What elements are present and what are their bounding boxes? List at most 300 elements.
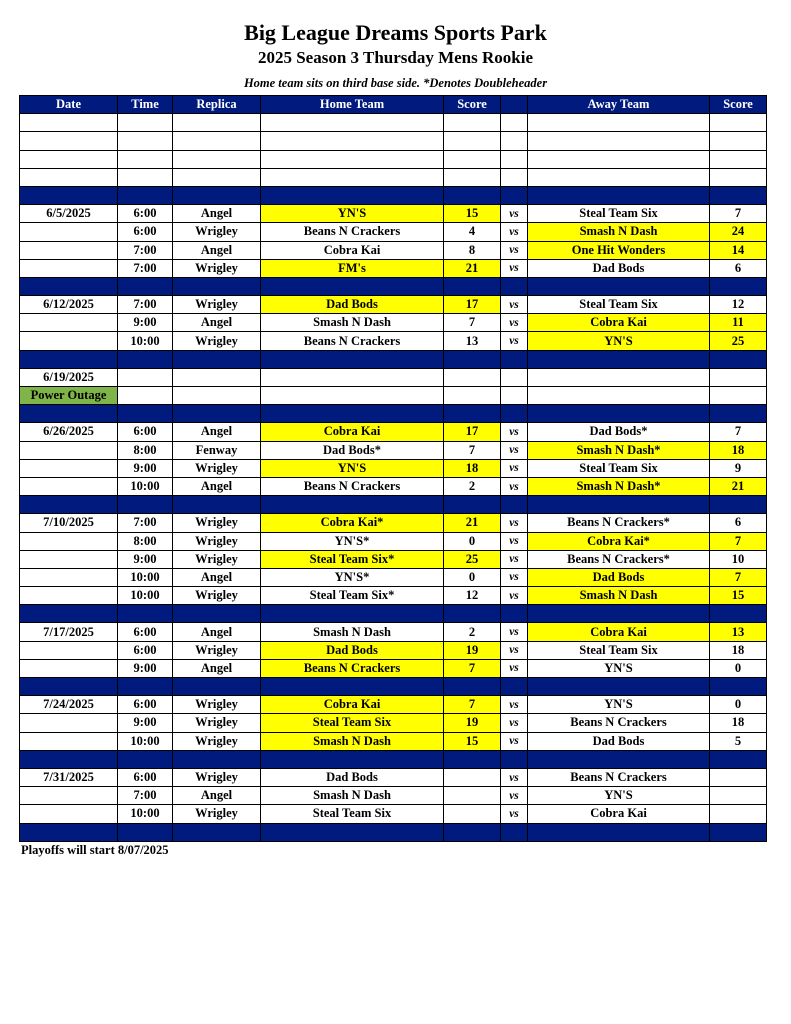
date-cell: 6/12/2025 — [20, 296, 118, 314]
separator-cell — [528, 750, 710, 768]
empty-cell — [501, 150, 528, 168]
date-cell — [20, 641, 118, 659]
home-score-cell — [444, 787, 501, 805]
time-cell: 10:00 — [118, 805, 173, 823]
replica-cell: Wrigley — [173, 514, 261, 532]
separator-cell — [710, 496, 767, 514]
time-cell: 6:00 — [118, 641, 173, 659]
col-header-home-score: Score — [444, 96, 501, 114]
page-title: Big League Dreams Sports Park — [244, 20, 547, 45]
away-score-cell — [710, 768, 767, 786]
replica-cell: Angel — [173, 205, 261, 223]
separator-cell — [173, 605, 261, 623]
date-cell — [20, 241, 118, 259]
game-row — [20, 241, 767, 259]
separator-cell — [710, 678, 767, 696]
home-score-cell: 21 — [444, 259, 501, 277]
away-score-cell: 5 — [710, 732, 767, 750]
replica-cell: Wrigley — [173, 332, 261, 350]
vs-cell: vs — [501, 459, 528, 477]
date-cell: Power Outage — [20, 387, 118, 405]
away-team-cell: Smash N Dash — [528, 223, 710, 241]
vs-cell: vs — [501, 623, 528, 641]
separator-cell — [173, 678, 261, 696]
separator-cell — [173, 823, 261, 841]
home-team-cell: Steal Team Six* — [261, 587, 444, 605]
home-team-cell: Steal Team Six — [261, 805, 444, 823]
separator-cell — [528, 186, 710, 204]
away-team-cell: YN'S — [528, 787, 710, 805]
empty-cell — [444, 114, 501, 132]
blank-row — [20, 132, 767, 150]
separator-cell — [501, 823, 528, 841]
vs-cell: vs — [501, 241, 528, 259]
game-row — [20, 550, 767, 568]
vs-cell: vs — [501, 805, 528, 823]
vs-cell: vs — [501, 423, 528, 441]
time-cell: 10:00 — [118, 332, 173, 350]
home-team-cell: YN'S — [261, 205, 444, 223]
schedule-table — [19, 95, 767, 842]
vs-cell — [501, 368, 528, 386]
separator-cell — [444, 605, 501, 623]
home-score-cell: 2 — [444, 477, 501, 495]
game-row — [20, 568, 767, 586]
away-team-cell: Dad Bods — [528, 732, 710, 750]
empty-cell — [444, 168, 501, 186]
time-cell: 8:00 — [118, 441, 173, 459]
away-team-cell: Cobra Kai — [528, 805, 710, 823]
separator-row — [20, 750, 767, 768]
date-cell — [20, 259, 118, 277]
separator-cell — [20, 277, 118, 295]
separator-cell — [173, 750, 261, 768]
away-score-cell: 6 — [710, 514, 767, 532]
home-team-cell: Steal Team Six* — [261, 550, 444, 568]
away-score-cell — [710, 368, 767, 386]
vs-cell: vs — [501, 732, 528, 750]
separator-cell — [528, 605, 710, 623]
time-cell — [118, 387, 173, 405]
game-row — [20, 259, 767, 277]
replica-cell: Angel — [173, 623, 261, 641]
schedule-body — [20, 96, 767, 842]
separator-cell — [173, 277, 261, 295]
separator-cell — [261, 405, 444, 423]
home-team-cell: Smash N Dash — [261, 314, 444, 332]
date-cell — [20, 568, 118, 586]
away-team-cell: Steal Team Six — [528, 459, 710, 477]
game-row — [20, 732, 767, 750]
separator-cell — [261, 823, 444, 841]
separator-cell — [261, 350, 444, 368]
time-cell: 9:00 — [118, 459, 173, 477]
game-row — [20, 441, 767, 459]
separator-cell — [501, 186, 528, 204]
empty-cell — [710, 168, 767, 186]
home-score-cell: 8 — [444, 241, 501, 259]
away-team-cell — [528, 368, 710, 386]
vs-cell: vs — [501, 568, 528, 586]
home-team-cell: Cobra Kai — [261, 423, 444, 441]
game-row — [20, 514, 767, 532]
date-cell — [20, 459, 118, 477]
replica-cell: Fenway — [173, 441, 261, 459]
away-score-cell: 14 — [710, 241, 767, 259]
separator-row — [20, 186, 767, 204]
game-row — [20, 696, 767, 714]
time-cell: 6:00 — [118, 696, 173, 714]
separator-cell — [173, 350, 261, 368]
home-team-cell: Cobra Kai* — [261, 514, 444, 532]
separator-row — [20, 605, 767, 623]
replica-cell — [173, 368, 261, 386]
date-cell: 6/5/2025 — [20, 205, 118, 223]
home-team-cell: YN'S* — [261, 568, 444, 586]
separator-cell — [444, 186, 501, 204]
away-team-cell: Steal Team Six — [528, 205, 710, 223]
separator-cell — [501, 750, 528, 768]
date-cell — [20, 587, 118, 605]
separator-cell — [20, 605, 118, 623]
home-score-cell — [444, 387, 501, 405]
empty-cell — [444, 132, 501, 150]
vs-cell: vs — [501, 787, 528, 805]
time-cell — [118, 368, 173, 386]
replica-cell: Wrigley — [173, 587, 261, 605]
home-score-cell: 4 — [444, 223, 501, 241]
empty-cell — [20, 132, 118, 150]
home-score-cell — [444, 768, 501, 786]
time-cell: 9:00 — [118, 659, 173, 677]
home-team-cell — [261, 387, 444, 405]
time-cell: 10:00 — [118, 587, 173, 605]
separator-cell — [444, 496, 501, 514]
separator-cell — [444, 823, 501, 841]
blank-row — [20, 150, 767, 168]
vs-cell: vs — [501, 659, 528, 677]
home-score-cell: 2 — [444, 623, 501, 641]
home-score-cell: 21 — [444, 514, 501, 532]
game-row — [20, 205, 767, 223]
replica-cell: Wrigley — [173, 550, 261, 568]
away-score-cell: 13 — [710, 623, 767, 641]
replica-cell: Angel — [173, 477, 261, 495]
vs-cell: vs — [501, 314, 528, 332]
date-cell — [20, 314, 118, 332]
col-header-replica: Replica — [173, 96, 261, 114]
separator-cell — [118, 750, 173, 768]
game-row — [20, 459, 767, 477]
vs-cell: vs — [501, 641, 528, 659]
home-team-cell: Beans N Crackers — [261, 659, 444, 677]
away-team-cell: Smash N Dash* — [528, 441, 710, 459]
empty-cell — [261, 132, 444, 150]
home-score-cell: 7 — [444, 696, 501, 714]
time-cell: 9:00 — [118, 314, 173, 332]
away-score-cell — [710, 387, 767, 405]
home-team-cell: Dad Bods — [261, 641, 444, 659]
home-team-cell: Dad Bods — [261, 296, 444, 314]
date-cell — [20, 223, 118, 241]
time-cell: 10:00 — [118, 477, 173, 495]
date-cell: 6/19/2025 — [20, 368, 118, 386]
time-cell: 7:00 — [118, 241, 173, 259]
vs-cell: vs — [501, 532, 528, 550]
separator-cell — [118, 186, 173, 204]
separator-cell — [20, 405, 118, 423]
away-team-cell: Steal Team Six — [528, 641, 710, 659]
replica-cell: Wrigley — [173, 296, 261, 314]
game-row — [20, 368, 767, 386]
separator-cell — [501, 350, 528, 368]
col-header-away-score: Score — [710, 96, 767, 114]
replica-cell: Angel — [173, 787, 261, 805]
time-cell: 7:00 — [118, 787, 173, 805]
away-team-cell: Dad Bods — [528, 259, 710, 277]
empty-cell — [173, 114, 261, 132]
date-cell — [20, 441, 118, 459]
away-team-cell: Dad Bods* — [528, 423, 710, 441]
separator-cell — [444, 678, 501, 696]
home-team-cell: YN'S — [261, 459, 444, 477]
separator-cell — [710, 186, 767, 204]
time-cell: 6:00 — [118, 223, 173, 241]
game-row — [20, 423, 767, 441]
time-cell: 9:00 — [118, 550, 173, 568]
home-score-cell: 25 — [444, 550, 501, 568]
separator-cell — [173, 496, 261, 514]
replica-cell: Wrigley — [173, 768, 261, 786]
empty-cell — [501, 114, 528, 132]
separator-cell — [20, 750, 118, 768]
replica-cell: Wrigley — [173, 696, 261, 714]
home-team-cell: YN'S* — [261, 532, 444, 550]
replica-cell: Angel — [173, 568, 261, 586]
separator-cell — [118, 823, 173, 841]
home-score-cell: 0 — [444, 568, 501, 586]
game-row — [20, 332, 767, 350]
home-score-cell: 15 — [444, 732, 501, 750]
home-score-cell: 19 — [444, 641, 501, 659]
game-row — [20, 768, 767, 786]
replica-cell: Angel — [173, 423, 261, 441]
replica-cell: Angel — [173, 314, 261, 332]
date-cell — [20, 550, 118, 568]
game-row — [20, 587, 767, 605]
home-score-cell: 17 — [444, 423, 501, 441]
empty-cell — [710, 150, 767, 168]
time-cell: 10:00 — [118, 568, 173, 586]
separator-cell — [20, 678, 118, 696]
away-team-cell: Cobra Kai — [528, 623, 710, 641]
separator-cell — [710, 405, 767, 423]
vs-cell: vs — [501, 768, 528, 786]
game-row — [20, 659, 767, 677]
away-team-cell: Beans N Crackers — [528, 768, 710, 786]
separator-cell — [118, 350, 173, 368]
away-score-cell: 10 — [710, 550, 767, 568]
separator-cell — [710, 750, 767, 768]
game-row — [20, 296, 767, 314]
date-cell: 7/10/2025 — [20, 514, 118, 532]
separator-cell — [118, 405, 173, 423]
home-team-cell: Beans N Crackers — [261, 223, 444, 241]
game-row — [20, 387, 767, 405]
replica-cell: Wrigley — [173, 532, 261, 550]
empty-cell — [501, 132, 528, 150]
date-cell: 7/31/2025 — [20, 768, 118, 786]
separator-cell — [118, 277, 173, 295]
replica-cell: Wrigley — [173, 459, 261, 477]
separator-cell — [528, 350, 710, 368]
separator-cell — [118, 605, 173, 623]
date-cell — [20, 805, 118, 823]
game-row — [20, 805, 767, 823]
empty-cell — [501, 168, 528, 186]
home-team-cell: Smash N Dash — [261, 732, 444, 750]
col-header-date: Date — [20, 96, 118, 114]
vs-cell: vs — [501, 714, 528, 732]
separator-cell — [20, 350, 118, 368]
empty-cell — [173, 168, 261, 186]
empty-cell — [173, 150, 261, 168]
away-team-cell: One Hit Wonders — [528, 241, 710, 259]
empty-cell — [20, 168, 118, 186]
date-cell — [20, 714, 118, 732]
home-score-cell — [444, 368, 501, 386]
away-team-cell: Beans N Crackers — [528, 714, 710, 732]
home-team-cell — [261, 368, 444, 386]
home-team-cell: Dad Bods — [261, 768, 444, 786]
empty-cell — [528, 114, 710, 132]
date-cell — [20, 732, 118, 750]
away-score-cell: 7 — [710, 205, 767, 223]
away-team-cell: Dad Bods — [528, 568, 710, 586]
separator-cell — [528, 277, 710, 295]
home-team-cell: Steal Team Six — [261, 714, 444, 732]
vs-cell: vs — [501, 514, 528, 532]
game-row — [20, 623, 767, 641]
empty-cell — [261, 150, 444, 168]
separator-cell — [528, 496, 710, 514]
away-score-cell: 15 — [710, 587, 767, 605]
home-team-cell: Beans N Crackers — [261, 477, 444, 495]
separator-cell — [528, 823, 710, 841]
away-team-cell: Cobra Kai — [528, 314, 710, 332]
separator-cell — [261, 750, 444, 768]
replica-cell: Wrigley — [173, 714, 261, 732]
time-cell: 10:00 — [118, 732, 173, 750]
replica-cell: Wrigley — [173, 805, 261, 823]
away-team-cell: Cobra Kai* — [528, 532, 710, 550]
separator-cell — [261, 277, 444, 295]
replica-cell: Wrigley — [173, 259, 261, 277]
away-team-cell: Beans N Crackers* — [528, 550, 710, 568]
separator-row — [20, 823, 767, 841]
separator-cell — [20, 186, 118, 204]
col-header-home-team: Home Team — [261, 96, 444, 114]
vs-cell: vs — [501, 477, 528, 495]
empty-cell — [173, 132, 261, 150]
separator-cell — [710, 350, 767, 368]
separator-cell — [710, 823, 767, 841]
separator-cell — [261, 496, 444, 514]
empty-cell — [118, 114, 173, 132]
blank-row — [20, 114, 767, 132]
home-team-cell: Smash N Dash — [261, 787, 444, 805]
replica-cell: Wrigley — [173, 732, 261, 750]
time-cell: 7:00 — [118, 296, 173, 314]
away-score-cell — [710, 805, 767, 823]
away-score-cell: 18 — [710, 714, 767, 732]
separator-row — [20, 277, 767, 295]
separator-row — [20, 350, 767, 368]
time-cell: 6:00 — [118, 205, 173, 223]
replica-cell: Angel — [173, 241, 261, 259]
vs-cell: vs — [501, 550, 528, 568]
separator-cell — [118, 678, 173, 696]
away-score-cell: 24 — [710, 223, 767, 241]
away-score-cell: 18 — [710, 641, 767, 659]
empty-cell — [118, 150, 173, 168]
home-score-cell: 12 — [444, 587, 501, 605]
separator-cell — [20, 496, 118, 514]
away-score-cell: 9 — [710, 459, 767, 477]
game-row — [20, 223, 767, 241]
separator-row — [20, 496, 767, 514]
time-cell: 7:00 — [118, 514, 173, 532]
time-cell: 8:00 — [118, 532, 173, 550]
vs-cell: vs — [501, 696, 528, 714]
empty-cell — [261, 114, 444, 132]
away-score-cell: 0 — [710, 659, 767, 677]
home-team-cell: Smash N Dash — [261, 623, 444, 641]
time-cell: 9:00 — [118, 714, 173, 732]
date-cell — [20, 477, 118, 495]
separator-cell — [444, 405, 501, 423]
empty-cell — [118, 168, 173, 186]
time-cell: 6:00 — [118, 423, 173, 441]
home-team-cell: Beans N Crackers — [261, 332, 444, 350]
game-row — [20, 714, 767, 732]
away-team-cell — [528, 387, 710, 405]
col-header-vs — [501, 96, 528, 114]
away-score-cell: 7 — [710, 532, 767, 550]
separator-cell — [444, 750, 501, 768]
empty-cell — [261, 168, 444, 186]
separator-cell — [501, 678, 528, 696]
away-score-cell: 18 — [710, 441, 767, 459]
separator-cell — [501, 405, 528, 423]
game-row — [20, 787, 767, 805]
vs-cell: vs — [501, 332, 528, 350]
away-team-cell: Steal Team Six — [528, 296, 710, 314]
separator-cell — [173, 405, 261, 423]
separator-cell — [261, 678, 444, 696]
away-team-cell: YN'S — [528, 659, 710, 677]
away-score-cell: 6 — [710, 259, 767, 277]
empty-cell — [528, 132, 710, 150]
separator-cell — [261, 605, 444, 623]
home-team-cell: Cobra Kai — [261, 696, 444, 714]
separator-cell — [173, 186, 261, 204]
home-score-cell: 13 — [444, 332, 501, 350]
empty-cell — [444, 150, 501, 168]
away-score-cell: 11 — [710, 314, 767, 332]
separator-cell — [501, 496, 528, 514]
away-team-cell: YN'S — [528, 696, 710, 714]
